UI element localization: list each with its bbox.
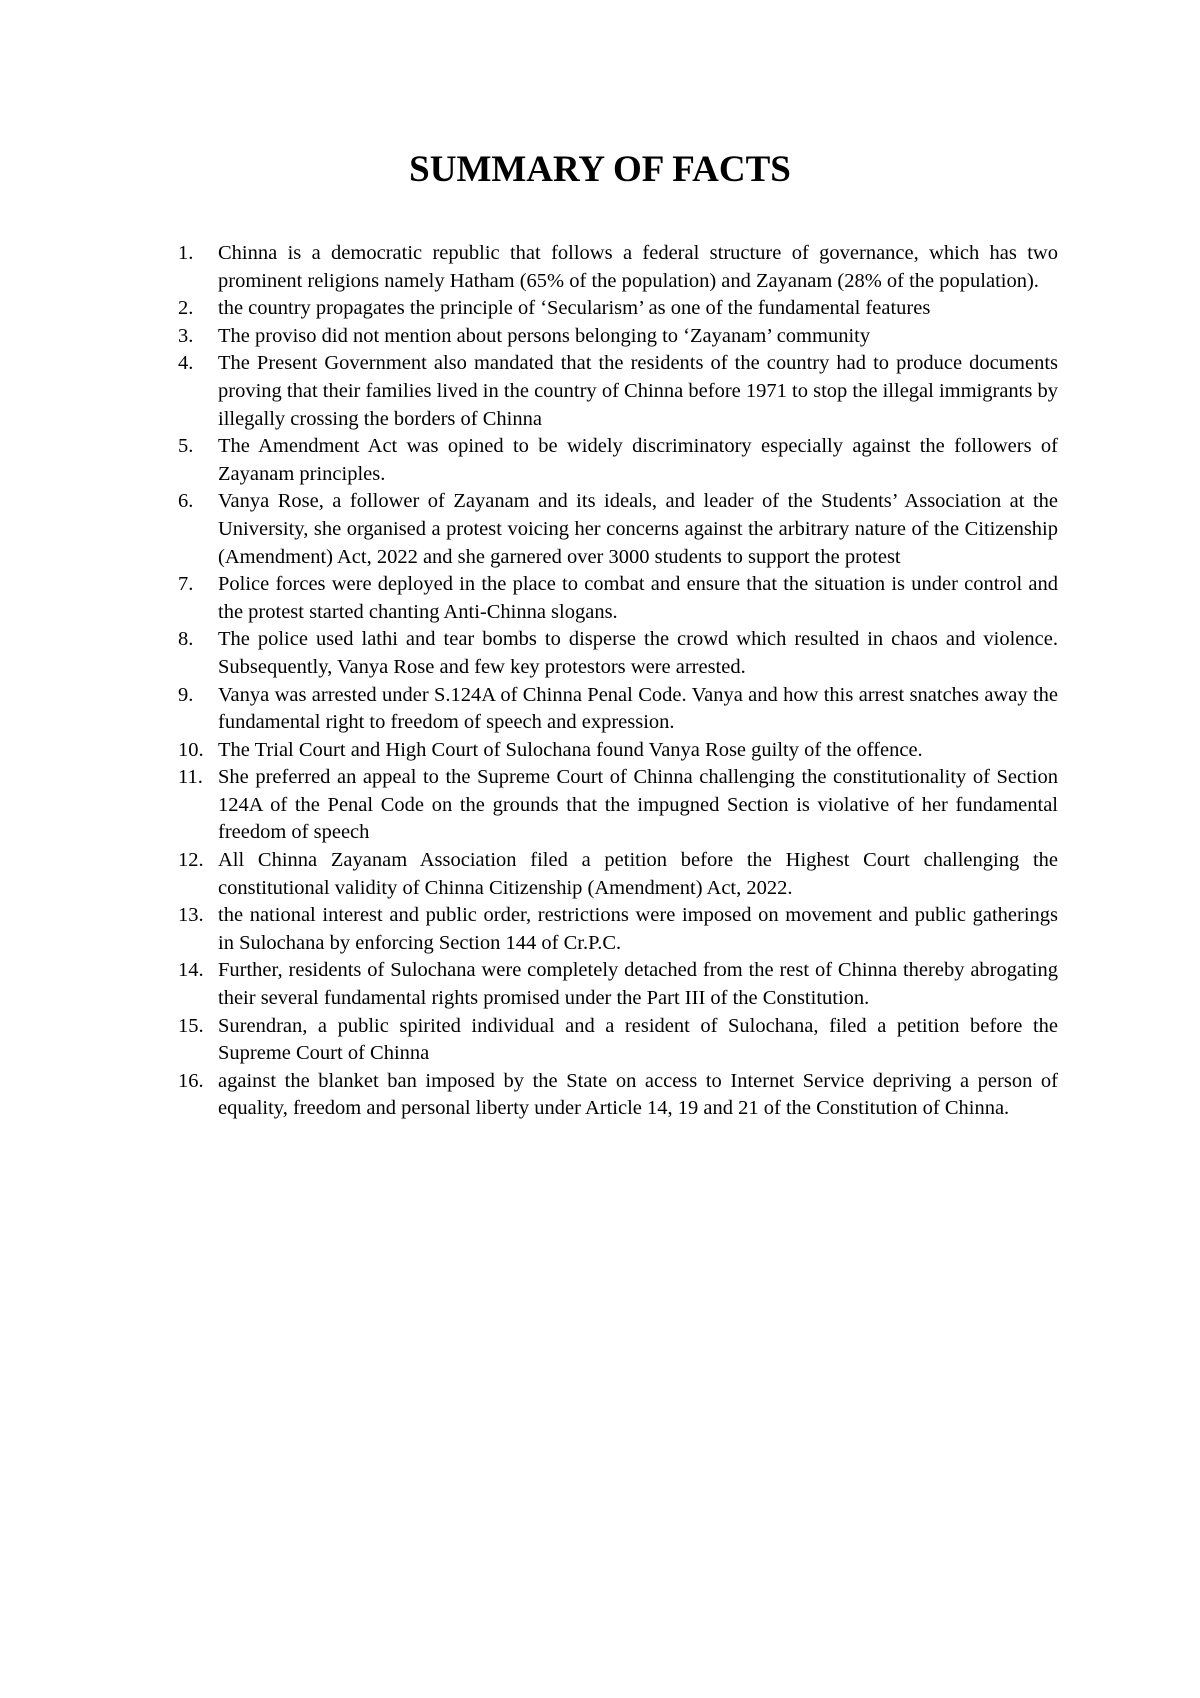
list-item-number: 14.: [178, 959, 204, 982]
list-item-text: The Trial Court and High Court of Sulochana found Vanya Rose guilty of the offence.: [218, 738, 923, 761]
list-item-number: 6.: [178, 490, 194, 513]
list-item-number: 3.: [178, 324, 194, 347]
list-item-number: 8.: [178, 628, 194, 651]
list-item-number: 4.: [178, 352, 194, 375]
list-item-text: Vanya was arrested under S.124A of Chinna Penal Code. Vanya and how this arrest snatches away the fundamental right to freedom of speech and expression.: [218, 683, 1058, 734]
list-item: [178, 902, 1058, 957]
list-item: [178, 240, 1058, 295]
list-item-text: Police forces were deployed in the place to combat and ensure that the situation is under control and the protest started chanting Anti-Chinna slogans.: [218, 573, 1058, 623]
list-item-text: Surendran, a public spirited individual and a resident of Sulochana, filed a petition before the Supreme Court of Chinna: [218, 1014, 1058, 1065]
list-item: [178, 737, 1058, 765]
list-item-text: Chinna is a democratic republic that follows a federal structure of governance, which has two prominent religions namely Hatham (65% of the population) and Zayanam (28% of the population).: [218, 242, 1058, 292]
list-item-number: 11.: [178, 766, 203, 789]
list-item: [178, 1013, 1058, 1068]
list-item-text: The police used lathi and tear bombs to disperse the crowd which resulted in chaos and violence. Subsequently, Vanya Rose and few key protestors were arrested.: [218, 628, 1058, 678]
list-item-text: the country propagates the principle of ‘Secularism’ as one of the fundamental features: [218, 297, 931, 320]
list-item-number: 2.: [178, 297, 194, 320]
list-item-number: 13.: [178, 904, 204, 927]
list-item-text: Vanya Rose, a follower of Zayanam and its ideals, and leader of the Students’ Association at the University, she organised a protest voicing her concerns against the arbitrary nature of the Citizenship (Amendment) Act, 2022 and she garnered over 3000 students to support the protest: [218, 490, 1058, 568]
list-item-number: 9.: [178, 683, 194, 706]
list-item: [178, 571, 1058, 626]
list-item-number: 7.: [178, 573, 194, 596]
list-item-text: the national interest and public order, restrictions were imposed on movement and public gatherings in Sulochana by enforcing Section 144 of Cr.P.C.: [218, 904, 1058, 954]
list-item: [178, 957, 1058, 1012]
list-item: [178, 682, 1058, 737]
facts-list: [178, 240, 1058, 1123]
list-item-text: The proviso did not mention about persons belonging to ‘Zayanam’ community: [218, 324, 871, 347]
list-item-number: 16.: [178, 1069, 204, 1092]
page-title: SUMMARY OF FACTS: [409, 149, 791, 190]
list-item-text: She preferred an appeal to the Supreme Court of Chinna challenging the constitutionality of Section 124A of the Penal Code on the grounds that the impugned Section is violative of her fundamental freedom of speech: [218, 766, 1058, 844]
list-item-text: against the blanket ban imposed by the State on access to Internet Service depriving a person of equality, freedom and personal liberty under Article 14, 19 and 21 of the Constitution of Chinna.: [218, 1069, 1058, 1120]
list-item-text: The Present Government also mandated that the residents of the country had to produce documents proving that their families lived in the country of Chinna before 1971 to stop the illegal immigrants by illegally crossing the borders of Chinna: [218, 352, 1058, 430]
list-item-number: 15.: [178, 1014, 204, 1037]
list-item: [178, 1068, 1058, 1123]
list-item: [178, 847, 1058, 902]
list-item: [178, 350, 1058, 433]
list-item-number: 5.: [178, 435, 194, 458]
list-item: [178, 626, 1058, 681]
list-item-number: 12.: [178, 849, 204, 872]
list-item-text: The Amendment Act was opined to be widely discriminatory especially against the followers of Zayanam principles.: [218, 435, 1058, 485]
list-item-number: 10.: [178, 738, 204, 761]
list-item: [178, 433, 1058, 488]
list-item-text: Further, residents of Sulochana were completely detached from the rest of Chinna thereby abrogating their several fundamental rights promised under the Part III of the Constitution.: [218, 959, 1058, 1010]
list-item-text: All Chinna Zayanam Association filed a petition before the Highest Court challenging the constitutional validity of Chinna Citizenship (Amendment) Act, 2022.: [218, 849, 1058, 899]
list-item: [178, 323, 1058, 351]
list-item-number: 1.: [178, 242, 194, 264]
list-item: [178, 295, 1058, 323]
list-item: [178, 488, 1058, 571]
list-item: [178, 764, 1058, 847]
